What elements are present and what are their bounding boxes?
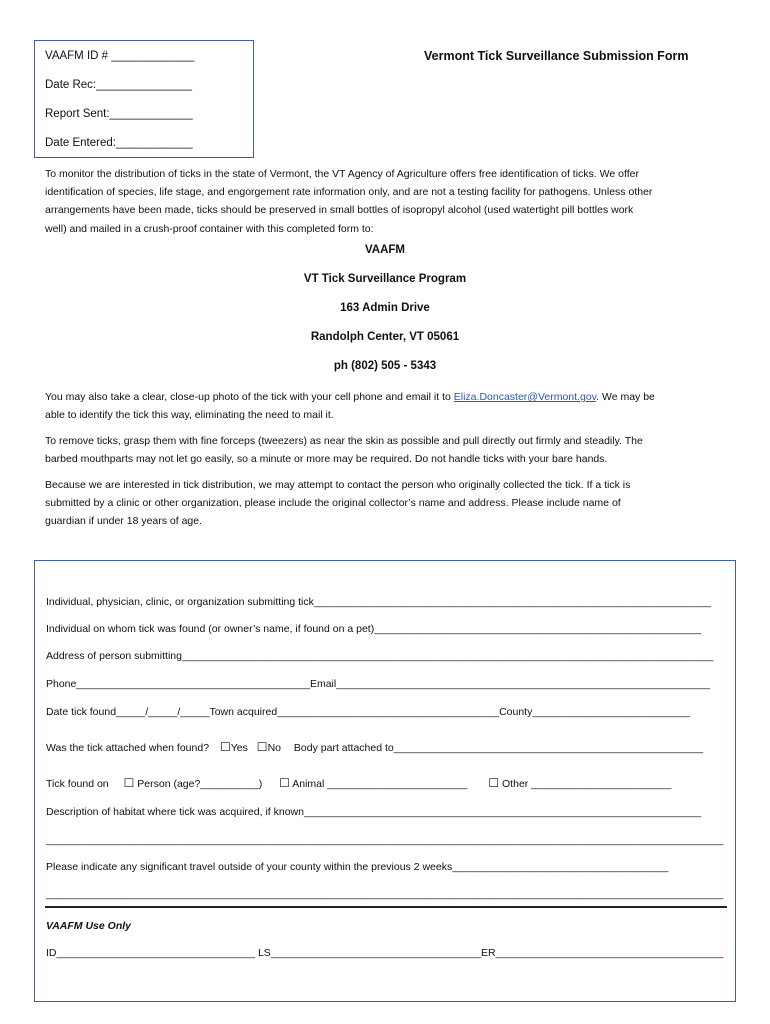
yes-label: Yes bbox=[230, 742, 248, 754]
id-ls-er-field[interactable]: ID__________________________________ LS____________________________________ER_______________________________________ bbox=[46, 947, 724, 959]
address-org: VAAFM bbox=[364, 244, 406, 256]
submission-form-box bbox=[34, 560, 736, 1002]
contact-line: guardian if under 18 years of age. bbox=[45, 515, 203, 528]
removal-paragraph bbox=[45, 432, 730, 468]
photo-line bbox=[45, 388, 730, 406]
checkbox-no-icon[interactable]: ☐ bbox=[256, 740, 268, 754]
address-city: Randolph Center, VT 05061 bbox=[310, 331, 460, 343]
removal-line: To remove ticks, grasp them with fine forceps (tweezers) as near the skin as possible and pull directly out firmly and steadily. The bbox=[45, 435, 643, 447]
tick-found-on-label: Tick found on bbox=[46, 778, 109, 790]
other-field[interactable]: Other ________________________ bbox=[502, 778, 672, 790]
email-link[interactable]: Eliza.Doncaster@Vermont.gov bbox=[453, 391, 597, 403]
photo-text-end: . We may be bbox=[596, 391, 655, 403]
checkbox-person-icon[interactable]: ☐ bbox=[123, 776, 135, 790]
person-age-field[interactable]: Person (age?__________) bbox=[137, 778, 263, 790]
found-on-person-field[interactable]: Individual on whom tick was found (or owner’s name, if found on a pet)________________________________________________________ bbox=[46, 623, 702, 635]
checkbox-other-icon[interactable]: ☐ bbox=[488, 776, 500, 790]
tick-found-on-row bbox=[46, 776, 671, 790]
address-field[interactable]: Address of person submitting___________________________________________________________________________________________ bbox=[46, 650, 714, 662]
submitter-field[interactable]: Individual, physician, clinic, or organization submitting tick____________________________________________________________________ bbox=[46, 596, 711, 608]
vaafm-id-box bbox=[34, 40, 254, 158]
removal-line: barbed mouthparts may not let go easily, so a minute or more may be required. Do not handle ticks with your bare hands. bbox=[45, 453, 608, 466]
checkbox-animal-icon[interactable]: ☐ bbox=[279, 776, 290, 790]
contact-line: Because we are interested in tick distribution, we may attempt to contact the person who originally collected the tick. If a tick is bbox=[45, 479, 631, 491]
intro-line: identification of species, life stage, and engorgement rate information only, and are not a testing facility for pathogens. Unless other bbox=[45, 186, 653, 199]
attached-question: Was the tick attached when found? bbox=[46, 742, 210, 754]
body-part-field[interactable]: Body part attached to_____________________________________________________ bbox=[293, 742, 704, 754]
photo-text: You may also take a clear, close-up photo of the tick with your cell phone and email it to bbox=[45, 391, 454, 403]
report-sent-field[interactable]: Report Sent:_____________ bbox=[45, 108, 193, 120]
date-town-county-field[interactable]: Date tick found_____/_____/_____Town acquired______________________________________County___________________________ bbox=[46, 706, 691, 718]
intro-paragraph bbox=[45, 165, 730, 238]
contact-paragraph bbox=[45, 476, 730, 531]
date-entered-field[interactable]: Date Entered:____________ bbox=[45, 137, 193, 149]
address-street: 163 Admin Drive bbox=[340, 302, 430, 314]
no-label: No bbox=[267, 742, 281, 754]
travel-continuation-line[interactable]: ____________________________________________________________________________________________________________________ bbox=[46, 888, 724, 900]
form-title: Vermont Tick Surveillance Submission Form bbox=[424, 49, 689, 63]
contact-line: submitted by a clinic or other organization, please include the original collector’s name and address. Please include name of bbox=[45, 497, 621, 510]
intro-line: To monitor the distribution of ticks in the state of Vermont, the VT Agency of Agriculture offers free identification of ticks. We offer bbox=[45, 168, 639, 180]
intro-line: arrangements have been made, ticks should be preserved in small bottles of isopropyl alcohol (used watertight pill bottles work bbox=[45, 204, 634, 217]
animal-field[interactable]: Animal ________________________ bbox=[292, 778, 468, 790]
phone-email-field[interactable]: Phone________________________________________Email________________________________________________________________ bbox=[46, 678, 710, 690]
address-program: VT Tick Surveillance Program bbox=[303, 273, 467, 285]
habitat-continuation-line[interactable]: ____________________________________________________________________________________________________________________ bbox=[46, 834, 724, 846]
photo-paragraph bbox=[45, 388, 730, 424]
checkbox-yes-icon[interactable]: ☐ bbox=[219, 740, 231, 754]
vaafm-use-only-heading: VAAFM Use Only bbox=[46, 920, 131, 932]
attached-row bbox=[46, 740, 703, 754]
intro-line: well) and mailed in a crush-proof container with this completed form to: bbox=[45, 222, 374, 235]
vaafm-id-field[interactable]: VAAFM ID # _____________ bbox=[45, 50, 195, 62]
divider-rule bbox=[45, 906, 727, 908]
habitat-field[interactable]: Description of habitat where tick was acquired, if known____________________________________________________________________ bbox=[46, 806, 702, 818]
photo-line: able to identify the tick this way, eliminating the need to mail it. bbox=[45, 409, 334, 422]
travel-field[interactable]: Please indicate any significant travel outside of your county within the previous 2 weeks_____________________________________ bbox=[46, 861, 669, 873]
date-received-field[interactable]: Date Rec:_______________ bbox=[45, 79, 193, 91]
address-phone: ph (802) 505 - 5343 bbox=[333, 360, 437, 372]
